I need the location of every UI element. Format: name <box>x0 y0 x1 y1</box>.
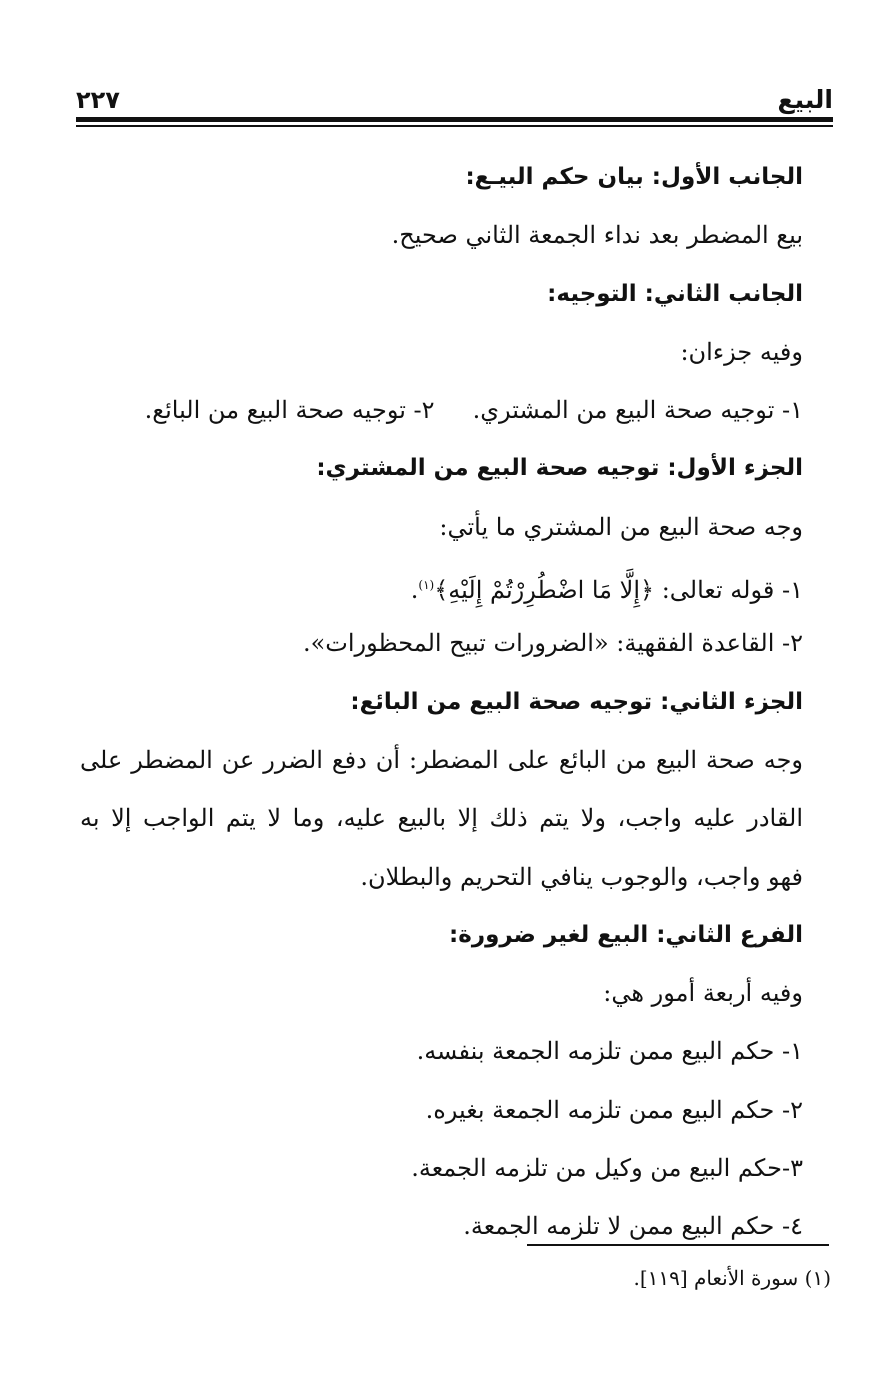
header-rule-thick <box>76 117 833 122</box>
list-item: ٢- توجيه صحة البيع من البائع. <box>144 396 435 425</box>
section-heading: الفرع الثاني: البيع لغير ضرورة: <box>449 921 803 948</box>
list-item: ٣-حكم البيع من وكيل من تلزمه الجمعة. <box>411 1154 803 1183</box>
header-rule-thin <box>76 125 833 127</box>
page-header <box>76 80 833 114</box>
footnote-marker: (١) <box>418 578 435 593</box>
paragraph-line: فهو واجب، والوجوب ينافي التحريم والبطلان. <box>360 862 803 891</box>
paragraph: بيع المضطر بعد نداء الجمعة الثاني صحيح. <box>391 221 803 250</box>
quote-text: ١- قوله تعالى: ﴿إِلَّا مَا اضْطُرِرْتُمْ إِلَيْهِ﴾ <box>434 576 803 605</box>
page-number: ٢٢٧ <box>76 86 120 114</box>
quote-end: . <box>410 576 419 605</box>
list-item: ٤- حكم البيع ممن لا تلزمه الجمعة. <box>463 1212 803 1241</box>
body-text <box>80 148 803 1256</box>
two-column-list <box>80 381 803 439</box>
section-heading: الجزء الأول: توجيه صحة البيع من المشتري: <box>316 455 803 482</box>
list-item: ١- حكم البيع ممن تلزمه الجمعة بنفسه. <box>416 1037 803 1066</box>
quran-quote-item <box>80 556 803 614</box>
paragraph-line: القادر عليه واجب، ولا يتم ذلك إلا بالبيع عليه، وما لا يتم الواجب إلا به <box>80 804 803 833</box>
list-item: ١- توجيه صحة البيع من المشتري. <box>472 396 803 425</box>
footnote: (١) سورة الأنعام [١١٩]. <box>633 1266 831 1290</box>
section-heading: الجزء الثاني: توجيه صحة البيع من البائع: <box>350 688 803 715</box>
paragraph-line: وجه صحة البيع من البائع على المضطر: أن دفع الضرر عن المضطر على <box>80 745 803 774</box>
list-item: ٢- القاعدة الفقهية: «الضرورات تبيح المحظورات». <box>302 629 803 658</box>
paragraph: وفيه جزءان: <box>680 337 803 366</box>
footnote-separator <box>527 1244 829 1246</box>
section-heading: الجانب الثاني: التوجيه: <box>547 280 803 307</box>
paragraph: وفيه أربعة أمور هي: <box>603 979 803 1008</box>
paragraph: وجه صحة البيع من المشتري ما يأتي: <box>439 512 803 541</box>
list-item: ٢- حكم البيع ممن تلزمه الجمعة بغيره. <box>425 1095 803 1124</box>
section-heading: الجانب الأول: بيان حكم البيـع: <box>465 164 803 190</box>
running-title: البيع <box>777 85 833 114</box>
